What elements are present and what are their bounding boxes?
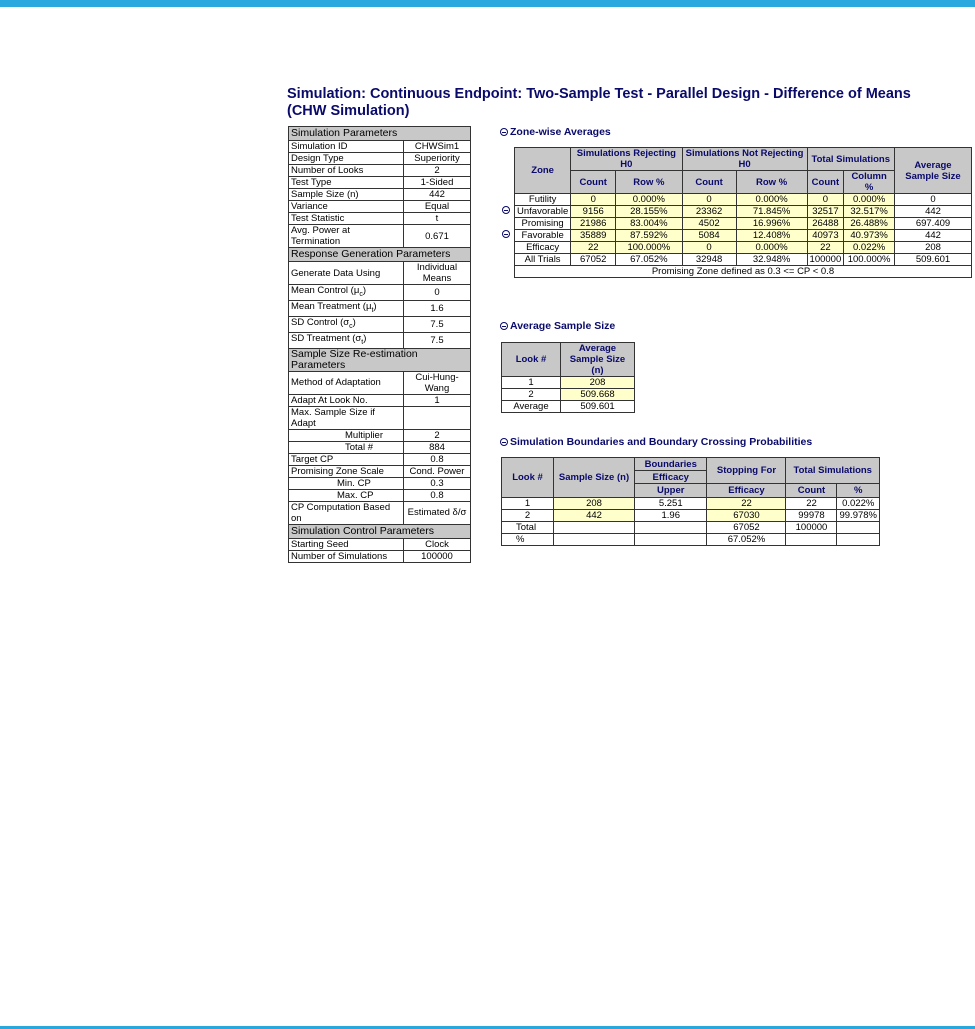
param-label: Number of Looks — [289, 165, 404, 177]
table-cell: 0.022% — [844, 242, 895, 254]
table-cell: 12.408% — [736, 230, 807, 242]
zone-toggle-cell — [500, 242, 515, 254]
section-header: Simulation Parameters — [289, 127, 471, 141]
table-cell: 208 — [895, 242, 972, 254]
zone-toggle-column — [500, 148, 515, 194]
table-cell: 83.004% — [616, 218, 682, 230]
table-row — [289, 213, 471, 225]
param-label: Test Type — [289, 177, 404, 189]
table-row — [289, 441, 471, 453]
table-row — [289, 465, 471, 477]
param-value: 442 — [404, 189, 471, 201]
param-value: 0.8 — [404, 489, 471, 501]
param-label: Design Type — [289, 153, 404, 165]
subscript: c — [359, 290, 363, 298]
param-value: 7.5 — [404, 316, 471, 332]
look-number: Total — [502, 522, 554, 534]
table-cell: 67.052% — [707, 534, 786, 546]
table-row — [289, 141, 471, 153]
table-row — [289, 248, 471, 262]
param-label: Max. CP — [289, 489, 404, 501]
look-number: 2 — [502, 510, 554, 522]
table-row — [500, 242, 972, 254]
table-cell: 100000 — [807, 254, 844, 266]
table-cell: 87.592% — [616, 230, 682, 242]
table-cell: 5084 — [682, 230, 736, 242]
table-row — [289, 189, 471, 201]
table-row — [502, 389, 635, 401]
table-cell: 0 — [571, 194, 616, 206]
table-cell: 99.978% — [837, 510, 880, 522]
average-sample-size-table — [501, 342, 635, 413]
table-row — [502, 522, 880, 534]
table-cell: 100.000% — [616, 242, 682, 254]
table-row — [289, 489, 471, 501]
table-cell: 32948 — [682, 254, 736, 266]
table-cell: 23362 — [682, 206, 736, 218]
table-row — [502, 510, 880, 522]
zone-header: Zone — [515, 148, 571, 194]
table-row — [289, 348, 471, 371]
avg-sample-size: 509.601 — [561, 401, 635, 413]
count-header: Count — [682, 171, 736, 194]
table-cell: 67052 — [707, 522, 786, 534]
param-label: Simulation ID — [289, 141, 404, 153]
table-row — [289, 453, 471, 465]
table-cell: 67.052% — [616, 254, 682, 266]
param-label: Starting Seed — [289, 538, 404, 550]
boundaries-header: Boundaries — [635, 458, 707, 471]
table-cell: 0.000% — [844, 194, 895, 206]
avg-ss-heading-label: Average Sample Size — [510, 320, 616, 332]
zone-toggle-cell — [500, 254, 515, 266]
table-cell: 32.948% — [736, 254, 807, 266]
table-cell — [837, 534, 880, 546]
parameters-table — [288, 126, 471, 563]
param-value: 884 — [404, 441, 471, 453]
zone-heading[interactable] — [500, 126, 611, 138]
sample-size-header: Sample Size (n) — [554, 458, 635, 498]
row-pct-header: Row % — [616, 171, 682, 194]
table-cell: 22 — [707, 498, 786, 510]
table-cell: 67052 — [571, 254, 616, 266]
table-row — [289, 300, 471, 316]
boundaries-table — [501, 457, 880, 546]
table-cell: 0.000% — [616, 194, 682, 206]
avg-ss-header: Average Sample Size — [895, 148, 972, 194]
zone-toggle-cell — [500, 266, 515, 278]
param-value: Equal — [404, 201, 471, 213]
zone-name: Favorable — [515, 230, 571, 242]
zone-heading-label: Zone-wise Averages — [510, 126, 611, 138]
zone-toggle-cell — [500, 194, 515, 206]
table-cell: 40.973% — [844, 230, 895, 242]
subscript: t — [361, 338, 364, 346]
param-label: Avg. Power at Termination — [289, 225, 404, 248]
param-value: Cond. Power — [404, 465, 471, 477]
look-number: 1 — [502, 377, 561, 389]
table-row — [500, 266, 972, 278]
table-row — [289, 501, 471, 524]
look-number: 2 — [502, 389, 561, 401]
table-cell: 21986 — [571, 218, 616, 230]
table-row — [289, 429, 471, 441]
table-cell: 67030 — [707, 510, 786, 522]
table-cell: 0.000% — [736, 194, 807, 206]
table-row — [289, 524, 471, 538]
table-cell — [554, 534, 635, 546]
param-value: Estimated δ/σ — [404, 501, 471, 524]
param-label: Sample Size (n) — [289, 189, 404, 201]
table-cell — [554, 522, 635, 534]
table-row — [289, 332, 471, 348]
pct-header: % — [837, 484, 880, 498]
param-label: Mean Treatment $(\mu_t)$ — [289, 300, 404, 316]
param-value — [404, 406, 471, 429]
table-row — [289, 165, 471, 177]
table-cell: 99978 — [786, 510, 837, 522]
table-cell: 32.517% — [844, 206, 895, 218]
table-cell: 697.409 — [895, 218, 972, 230]
count-header: Count — [807, 171, 844, 194]
table-cell: 442 — [554, 510, 635, 522]
param-label: SD Treatment $(\sigma_t)$ — [289, 332, 404, 348]
table-row — [502, 377, 635, 389]
zone-toggle-cell — [500, 230, 515, 242]
table-row — [500, 194, 972, 206]
zone-name: Unfavorable — [515, 206, 571, 218]
table-cell: 28.155% — [616, 206, 682, 218]
zone-name: All Trials — [515, 254, 571, 266]
table-cell: 26.488% — [844, 218, 895, 230]
table-row — [500, 230, 972, 242]
table-cell: 5.251 — [635, 498, 707, 510]
zone-name: Promising — [515, 218, 571, 230]
param-label: SD Control $(\sigma_c)$ — [289, 316, 404, 332]
zone-wise-averages-table — [500, 147, 972, 278]
table-row — [502, 498, 880, 510]
collapse-icon[interactable] — [502, 206, 510, 214]
look-number: % — [502, 534, 554, 546]
collapse-icon[interactable] — [500, 322, 508, 330]
param-value: t — [404, 213, 471, 225]
table-cell: 16.996% — [736, 218, 807, 230]
table-cell: 22 — [807, 242, 844, 254]
efficacy-header: Efficacy — [635, 471, 707, 484]
param-label: Promising Zone Scale — [289, 465, 404, 477]
table-cell: 0.000% — [736, 242, 807, 254]
upper-header: Upper — [635, 484, 707, 498]
table-row — [289, 177, 471, 189]
table-row — [289, 225, 471, 248]
table-cell: 4502 — [682, 218, 736, 230]
subscript: c — [349, 322, 353, 330]
table-cell: 40973 — [807, 230, 844, 242]
collapse-icon[interactable] — [500, 128, 508, 136]
table-row — [289, 406, 471, 429]
table-row — [502, 534, 880, 546]
param-value: Individual Means — [404, 262, 471, 285]
section-header: Simulation Control Parameters — [289, 524, 471, 538]
subscript: t — [371, 306, 374, 314]
table-cell: 71.845% — [736, 206, 807, 218]
param-label: Min. CP — [289, 477, 404, 489]
param-label: Total # — [289, 441, 404, 453]
param-value: CHWSim1 — [404, 141, 471, 153]
param-label: Target CP — [289, 453, 404, 465]
param-value: Cui-Hung-Wang — [404, 371, 471, 394]
table-row — [500, 218, 972, 230]
param-label: Method of Adaptation — [289, 371, 404, 394]
param-value: 100000 — [404, 550, 471, 562]
param-value: Clock — [404, 538, 471, 550]
top-accent-bar — [0, 0, 975, 7]
table-row — [289, 538, 471, 550]
param-label: CP Computation Based on — [289, 501, 404, 524]
table-cell — [635, 522, 707, 534]
param-label: Mean Control $(\mu_c)$ — [289, 285, 404, 301]
table-cell: 100.000% — [844, 254, 895, 266]
param-label: Max. Sample Size if Adapt — [289, 406, 404, 429]
param-value: 0 — [404, 285, 471, 301]
table-row — [289, 550, 471, 562]
table-row — [289, 285, 471, 301]
param-value: 0.3 — [404, 477, 471, 489]
count-header: Count — [571, 171, 616, 194]
zone-name: Efficacy — [515, 242, 571, 254]
param-value: 0.671 — [404, 225, 471, 248]
look-header: Look # — [502, 343, 561, 377]
collapse-icon[interactable] — [500, 438, 508, 446]
efficacy-col-header: Efficacy — [707, 484, 786, 498]
look-number: 1 — [502, 498, 554, 510]
table-cell: 509.601 — [895, 254, 972, 266]
table-cell — [837, 522, 880, 534]
param-value: 0.8 — [404, 453, 471, 465]
table-cell: 32517 — [807, 206, 844, 218]
boundaries-heading[interactable] — [500, 436, 812, 448]
table-cell: 100000 — [786, 522, 837, 534]
table-cell: 9156 — [571, 206, 616, 218]
param-label: Multiplier — [289, 429, 404, 441]
look-number: Average — [502, 401, 561, 413]
rejecting-header: Simulations Rejecting H0 — [571, 148, 682, 171]
table-row — [289, 394, 471, 406]
param-value: Superiority — [404, 153, 471, 165]
table-cell: 0 — [682, 242, 736, 254]
table-cell: 0.022% — [837, 498, 880, 510]
column-pct-header: Column % — [844, 171, 895, 194]
table-row — [500, 254, 972, 266]
section-header: Response Generation Parameters — [289, 248, 471, 262]
param-label: Test Statistic — [289, 213, 404, 225]
boundaries-heading-label: Simulation Boundaries and Boundary Crossing Probabilities — [510, 436, 813, 448]
avg-ss-col-header: Average Sample Size (n) — [561, 343, 635, 377]
section-header: Sample Size Re-estimation Parameters — [289, 348, 471, 371]
total-sim-header: Total Simulations — [807, 148, 894, 171]
look-header: Look # — [502, 458, 554, 498]
zone-name: Futility — [515, 194, 571, 206]
table-cell: 35889 — [571, 230, 616, 242]
table-cell: 0 — [682, 194, 736, 206]
param-value: 1 — [404, 394, 471, 406]
table-cell — [635, 534, 707, 546]
param-label: Generate Data Using — [289, 262, 404, 285]
stopping-for-header: Stopping For — [707, 458, 786, 484]
param-label: Number of Simulations — [289, 550, 404, 562]
table-row — [500, 206, 972, 218]
zone-footnote: Promising Zone defined as 0.3 <= CP < 0.8 — [515, 266, 972, 278]
param-label: Variance — [289, 201, 404, 213]
page-title: Simulation: Continuous Endpoint: Two-Sample Test - Parallel Design - Difference of Means (CHW Simulation) — [287, 86, 911, 119]
table-row — [502, 401, 635, 413]
table-row — [289, 371, 471, 394]
row-pct-header: Row % — [736, 171, 807, 194]
table-cell: 0 — [807, 194, 844, 206]
not-rejecting-header: Simulations Not Rejecting H0 — [682, 148, 807, 171]
table-cell: 442 — [895, 230, 972, 242]
table-cell: 1.96 — [635, 510, 707, 522]
table-cell: 26488 — [807, 218, 844, 230]
table-row — [289, 201, 471, 213]
avg-sample-size: 208 — [561, 377, 635, 389]
param-label: Adapt At Look No. — [289, 394, 404, 406]
table-row — [289, 316, 471, 332]
table-cell: 22 — [571, 242, 616, 254]
avg-ss-heading[interactable] — [500, 320, 615, 332]
avg-sample-size: 509.668 — [561, 389, 635, 401]
table-cell — [786, 534, 837, 546]
table-cell: 442 — [895, 206, 972, 218]
param-value: 7.5 — [404, 332, 471, 348]
table-row — [289, 477, 471, 489]
table-cell: 208 — [554, 498, 635, 510]
table-cell: 22 — [786, 498, 837, 510]
table-row — [289, 127, 471, 141]
total-sims-header: Total Simulations — [786, 458, 880, 484]
table-cell: 0 — [895, 194, 972, 206]
collapse-icon[interactable] — [502, 230, 510, 238]
table-row — [289, 153, 471, 165]
count-header: Count — [786, 484, 837, 498]
param-value: 1.6 — [404, 300, 471, 316]
zone-toggle-cell — [500, 218, 515, 230]
param-value: 2 — [404, 165, 471, 177]
zone-toggle-cell — [500, 206, 515, 218]
param-value: 1-Sided — [404, 177, 471, 189]
table-row — [289, 262, 471, 285]
param-value: 2 — [404, 429, 471, 441]
